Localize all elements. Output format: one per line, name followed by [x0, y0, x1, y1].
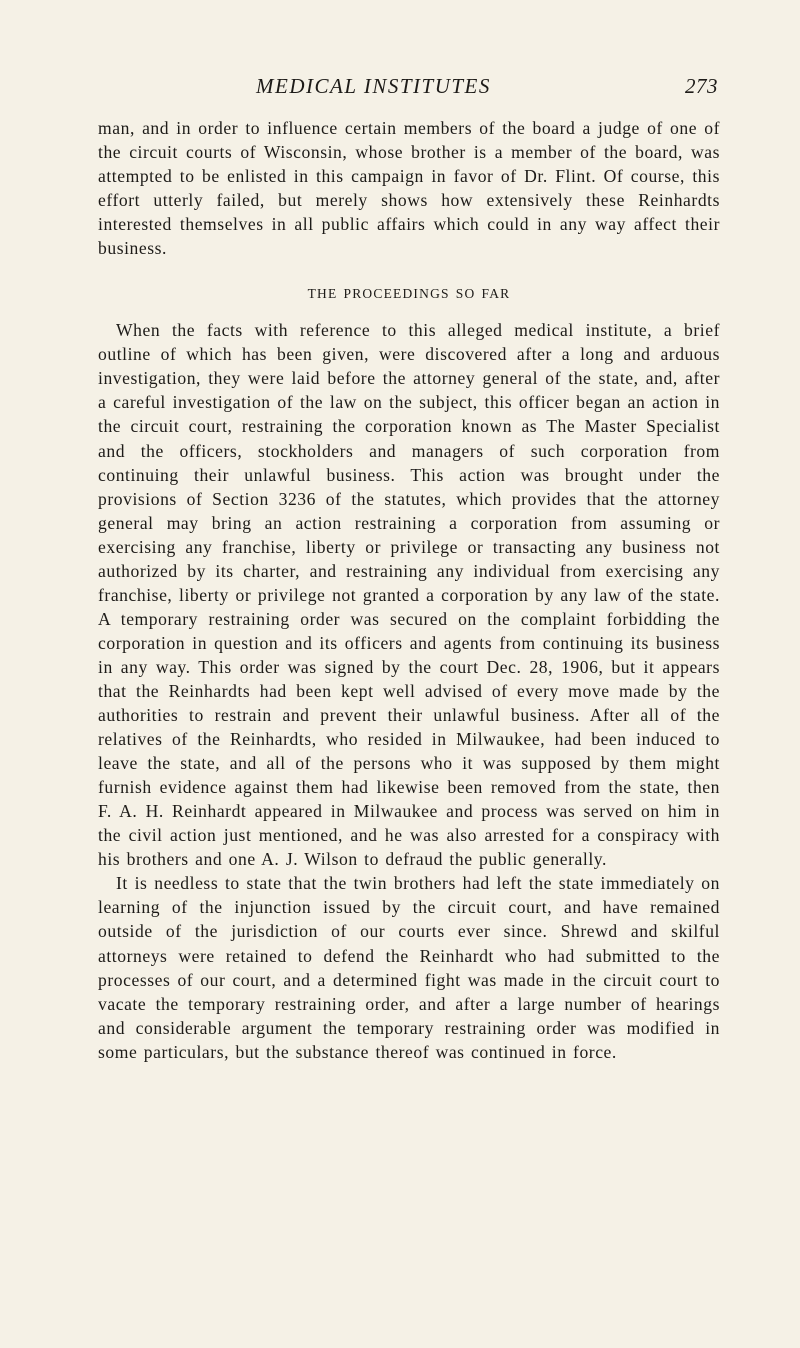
running-head — [98, 74, 718, 104]
paragraph: It is needless to state that the twin brothers had left the state immediately on learning of the injunction issued by the circuit court, and have remained outside of the jurisdiction of our courts ever since. Shrewd and skilful attorneys were retained to defend the Reinhardt who had submitted to the processes of our court, and a determined fight was made in the circuit court to vacate the temporary restraining order, and after a large number of hearings and considerable argument the temporary restraining order was modified in some particulars, but the substance thereof was continued in force. — [98, 873, 720, 1062]
page-number: 273 — [685, 74, 718, 98]
paragraph-continued: man, and in order to influence certain members of the board a judge of one of the circuit courts of Wisconsin, whose brother is a member of the board, was attempted to be enlisted in this campaign in favor of Dr. Flint. Of course, this effort utterly failed, but merely shows how extensively these Reinhardts interested themselves in all public affairs which could in any way affect their business. — [98, 118, 720, 259]
body-text — [98, 116, 720, 1064]
running-title: MEDICAL INSTITUTES — [256, 74, 491, 98]
section-heading: THE PROCEEDINGS SO FAR — [307, 286, 511, 302]
paragraph: When the facts with reference to this alleged medical institute, a brief outline of which has been given, were discovered after a long and arduous investigation, they were laid before the attorney general of the state, and, after a careful investigation of the law on the subject, this officer began an action in the circuit court, restraining the corporation known as The Master Specialist and the officers, stockholders and managers of such corporation from continuing their unlawful business. This action was brought under the provisions of Section 3236 of the statutes, which provides that the attorney general may bring an action restraining a corporation from assuming or exercising any franchise, liberty or privilege or transacting any business not authorized by its charter, and restraining any individual from exercising any franchise, liberty or privilege not granted a corporation by any law of the state. A temporary restraining order was secured on the complaint forbidding the corporation in question and its officers and agents from continuing its business in any way. This order was signed by the court Dec. 28, 1906, but it appears that the Reinhardts had been kept well advised of every move made by the authorities to restrain and prevent their unlawful business. After all of the relatives of the Reinhardts, who resided in Milwaukee, had been induced to leave the state, and all of the persons who it was supposed by them might furnish evidence against them had likewise been removed from the state, then F. A. H. Reinhardt appeared in Milwaukee and process was served on him in the civil action just mentioned, and he was also arrested for a conspiracy with his brothers and one A. J. Wilson to defraud the public generally. — [98, 320, 720, 870]
